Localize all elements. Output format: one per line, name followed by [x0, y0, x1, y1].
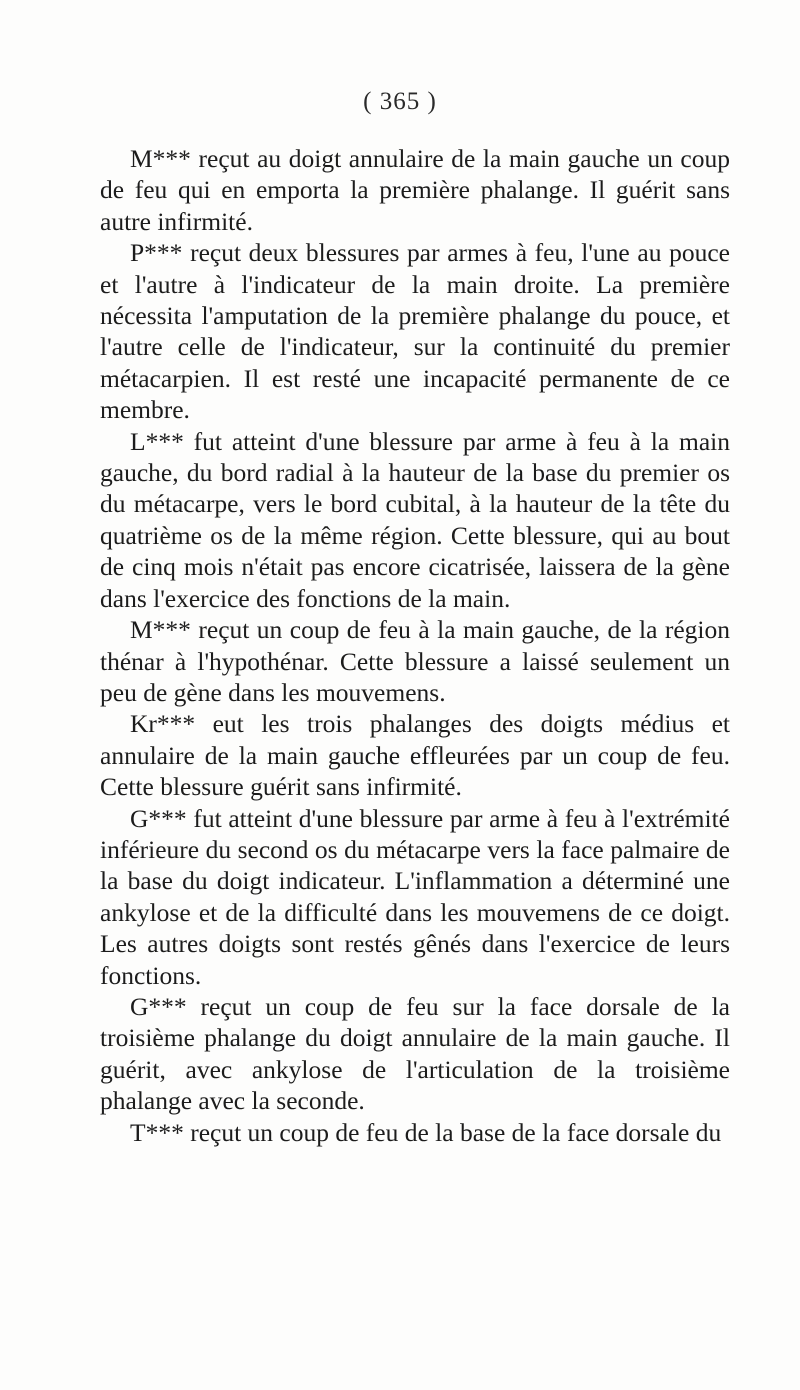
paragraph: M*** reçut au doigt annulaire de la main gauche un coup de feu qui en emporta la première phalange. Il guérit sans autre infirmité.: [100, 144, 730, 236]
paragraph: Kr*** eut les trois phalanges des doigts médius et annulaire de la main gauche effleurées par un coup de feu. Cette blessure guérit sans infirmité.: [100, 709, 730, 802]
paragraph: G*** reçut un coup de feu sur la face dorsale de la troisième phalange du doigt annulaire de la main gauche. Il guérit, avec ankylose de l'articulation de la troisième phalange avec la seconde.: [100, 991, 730, 1116]
body-text: [100, 143, 730, 1148]
page-number: ( 365 ): [363, 88, 437, 115]
paragraph: G*** fut atteint d'une blessure par arme à feu à l'extrémité inférieure du second os du métacarpe vers la face palmaire de la base du doigt indicateur. L'inflammation a déterminé une ankylose et de la difficulté dans les mouvemens de ce doigt. Les autres doigts sont restés gênés dans l'exercice de leurs fonctions.: [100, 803, 730, 990]
paragraph: T*** reçut un coup de feu de la base de la face dorsale du: [130, 1117, 722, 1147]
paragraph: L*** fut atteint d'une blessure par arme à feu à la main gauche, du bord radial à la hauteur de la base du premier os du métacarpe, vers le bord cubital, à la hauteur de la tête du quatrième os de la même région. Cette blessure, qui au bout de cinq mois n'était pas encore cicatrisée, laissera de la gène dans l'exercice des fonctions de la main.: [100, 426, 730, 613]
paragraph: P*** reçut deux blessures par armes à feu, l'une au pouce et l'autre à l'indicateur de la main droite. La première nécessita l'amputation de la première phalange du pouce, et l'autre celle de l'indicateur, sur la continuité du premier métacarpien. Il est resté une incapacité permanente de ce membre.: [100, 238, 730, 425]
paragraph: M*** reçut un coup de feu à la main gauche, de la région thénar à l'hypothénar. Cette blessure a laissé seulement un peu de gène dans les mouvemens.: [100, 615, 730, 707]
